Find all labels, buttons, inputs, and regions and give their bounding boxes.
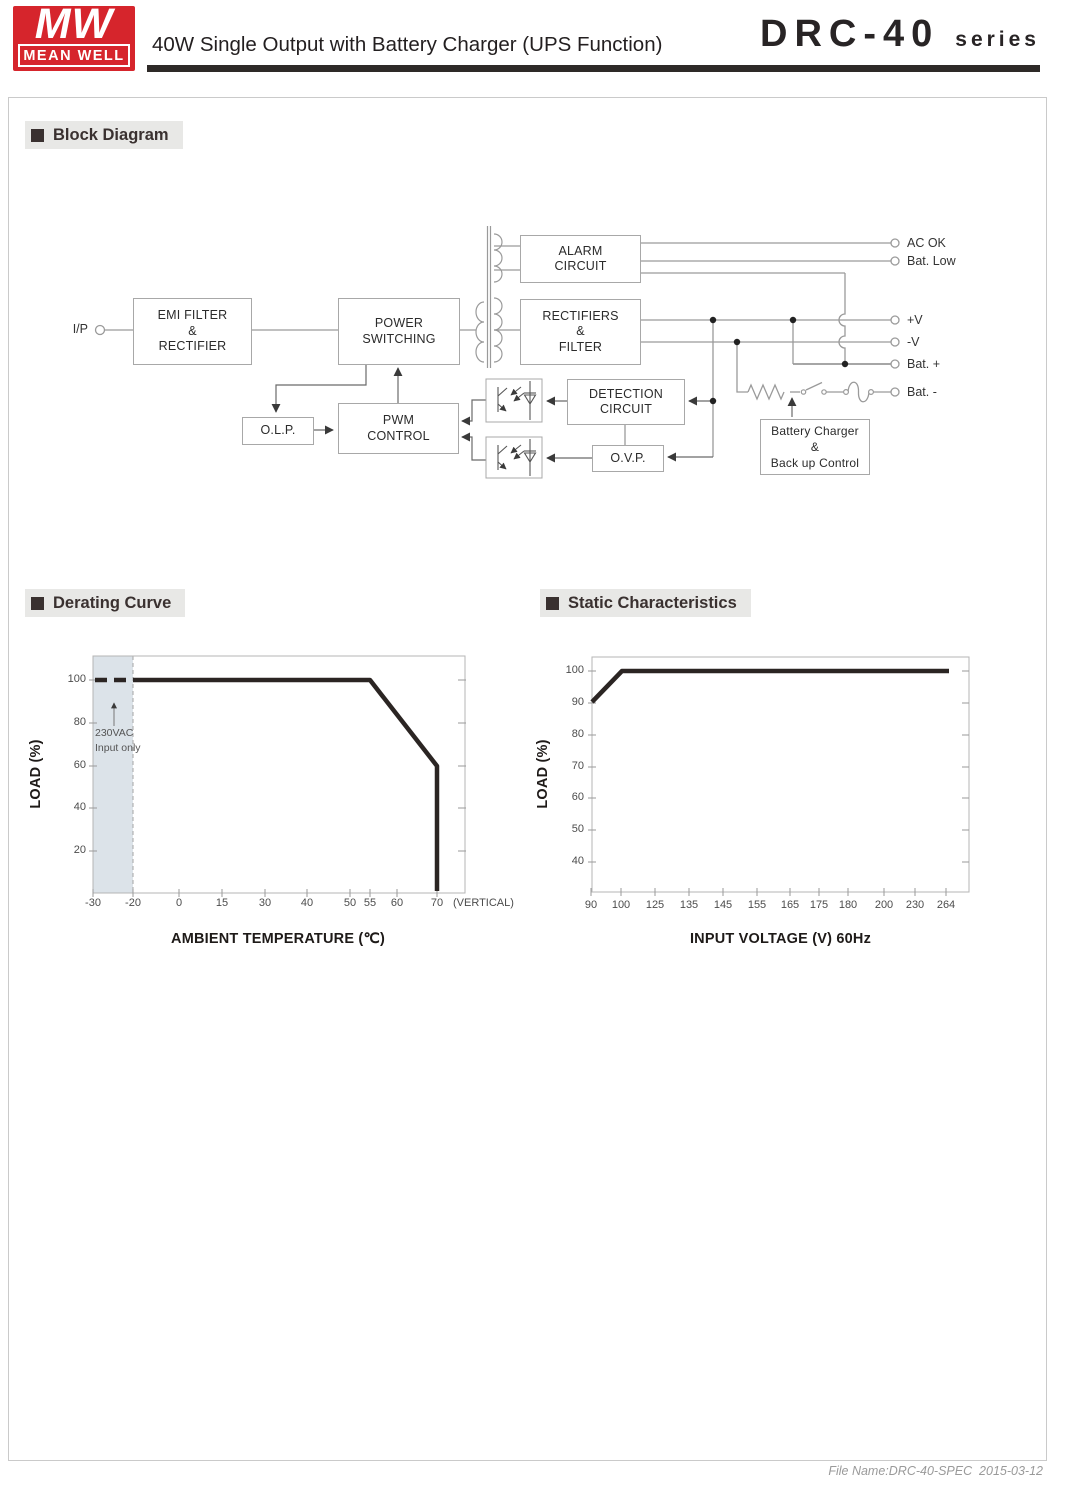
derating-xtick: 50 bbox=[343, 897, 357, 909]
block-rectifiers-filter: RECTIFIERS & FILTER bbox=[520, 299, 641, 365]
section-static bbox=[540, 589, 751, 617]
derating-xtick: 40 bbox=[300, 897, 314, 909]
static-ytick: 50 bbox=[571, 823, 584, 835]
header-rule bbox=[147, 65, 1040, 72]
static-ytick: 70 bbox=[571, 760, 584, 772]
derating-ytick: 20 bbox=[73, 844, 86, 856]
derating-xtick: 70 bbox=[430, 897, 444, 909]
derating-xtick: -20 bbox=[125, 897, 141, 909]
block-ovp: O.V.P. bbox=[592, 445, 664, 472]
derating-yaxis-label: LOAD (%) bbox=[28, 739, 44, 809]
section-bullet-icon bbox=[546, 597, 559, 610]
section-title: Static Characteristics bbox=[568, 593, 737, 612]
derating-xtick: 30 bbox=[258, 897, 272, 909]
series-title bbox=[760, 12, 1040, 56]
block-olp: O.L.P. bbox=[242, 417, 314, 445]
static-xtick: 230 bbox=[905, 899, 925, 911]
static-xtick: 90 bbox=[584, 899, 598, 911]
terminal-label-batlow: Bat. Low bbox=[907, 254, 956, 268]
static-xtick: 264 bbox=[936, 899, 956, 911]
static-xtick: 100 bbox=[611, 899, 631, 911]
section-title: Block Diagram bbox=[53, 125, 169, 144]
derating-annotation: 230VAC bbox=[95, 727, 134, 739]
static-xtick: 175 bbox=[809, 899, 829, 911]
static-yaxis-label: LOAD (%) bbox=[535, 739, 551, 809]
static-xtick: 200 bbox=[874, 899, 894, 911]
input-terminal-label: I/P bbox=[72, 322, 88, 336]
logo-name-text: MEAN WELL bbox=[18, 44, 130, 67]
static-ytick: 40 bbox=[571, 855, 584, 867]
page-title: 40W Single Output with Battery Charger (UPS Function) bbox=[152, 33, 663, 56]
derating-vertical-note: (VERTICAL) bbox=[453, 897, 514, 909]
block-detection-circuit: DETECTION CIRCUIT bbox=[567, 379, 685, 425]
derating-ytick: 60 bbox=[73, 759, 86, 771]
meanwell-logo bbox=[13, 0, 135, 71]
footer-filename: File Name:DRC-40-SPEC 2015-03-12 bbox=[828, 1464, 1043, 1478]
static-ytick: 100 bbox=[565, 664, 584, 676]
block-battery-charger: Battery Charger & Back up Control bbox=[760, 419, 870, 475]
static-ytick: 90 bbox=[571, 696, 584, 708]
static-xtick: 125 bbox=[645, 899, 665, 911]
derating-xtick: 15 bbox=[215, 897, 229, 909]
derating-xtick: -30 bbox=[85, 897, 101, 909]
derating-xaxis-label: AMBIENT TEMPERATURE (℃) bbox=[171, 931, 385, 947]
series-suffix: series bbox=[955, 28, 1040, 51]
static-xtick: 135 bbox=[679, 899, 699, 911]
section-derating bbox=[25, 589, 185, 617]
derating-xtick: 0 bbox=[175, 897, 183, 909]
section-title: Derating Curve bbox=[53, 593, 172, 612]
logo-mw-text: MW bbox=[34, 0, 114, 48]
static-xtick: 180 bbox=[838, 899, 858, 911]
section-bullet-icon bbox=[31, 129, 44, 142]
derating-ytick: 40 bbox=[73, 801, 86, 813]
terminal-label-plusv: +V bbox=[907, 313, 923, 327]
derating-ytick: 100 bbox=[67, 673, 86, 685]
static-xtick: 145 bbox=[713, 899, 733, 911]
terminal-label-batminus: Bat. - bbox=[907, 385, 937, 399]
terminal-label-acok: AC OK bbox=[907, 236, 946, 250]
block-emi-filter-rectifier: EMI FILTER & RECTIFIER bbox=[133, 298, 252, 365]
section-block-diagram bbox=[25, 121, 183, 149]
derating-xtick: 60 bbox=[390, 897, 404, 909]
static-xtick: 165 bbox=[780, 899, 800, 911]
static-xaxis-label: INPUT VOLTAGE (V) 60Hz bbox=[689, 931, 872, 947]
derating-ytick: 80 bbox=[73, 716, 86, 728]
static-ytick: 60 bbox=[571, 791, 584, 803]
section-bullet-icon bbox=[31, 597, 44, 610]
series-name: DRC-40 bbox=[760, 13, 940, 55]
terminal-label-batplus: Bat. + bbox=[907, 357, 941, 371]
static-xtick: 155 bbox=[747, 899, 767, 911]
block-power-switching: POWER SWITCHING bbox=[338, 298, 460, 365]
block-pwm-control: PWM CONTROL bbox=[338, 403, 459, 454]
derating-xtick: 55 bbox=[363, 897, 377, 909]
static-ytick: 80 bbox=[571, 728, 584, 740]
derating-annotation: Input only bbox=[95, 742, 141, 754]
block-alarm-circuit: ALARM CIRCUIT bbox=[520, 235, 641, 283]
terminal-label-minusv: -V bbox=[907, 335, 920, 349]
